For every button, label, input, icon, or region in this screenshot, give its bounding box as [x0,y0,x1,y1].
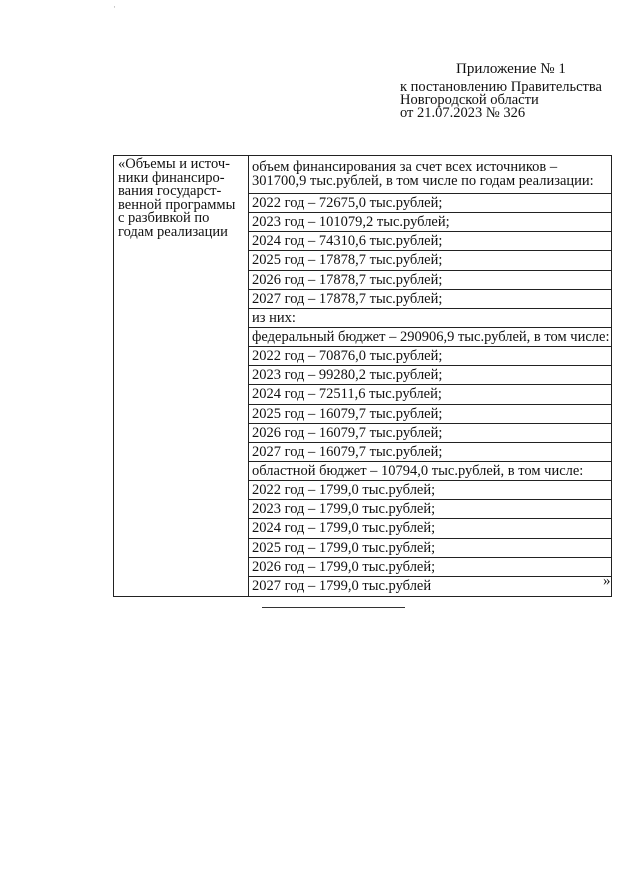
financing-row: 2023 год – 101079,2 тыс.рублей; [249,213,611,232]
financing-row: 2022 год – 1799,0 тыс.рублей; [249,481,611,500]
financing-row: 2023 год – 1799,0 тыс.рублей; [249,500,611,519]
financing-values-cell [249,156,612,597]
financing-row: 2022 год – 72675,0 тыс.рублей; [249,194,611,213]
closing-quote: » [603,573,611,589]
section-label-line: годам реализации [118,223,228,240]
financing-row: 2027 год – 16079,7 тыс.рублей; [249,443,611,462]
financing-row: 2026 год – 1799,0 тыс.рублей; [249,558,611,577]
financing-row: 2027 год – 17878,7 тыс.рублей; [249,290,611,309]
footer-divider [262,607,405,608]
table-row [114,156,612,597]
appendix-title: Приложение № 1 [456,61,566,77]
section-label-line: с разбивкой по [118,210,210,226]
financing-row: 2023 год – 99280,2 тыс.рублей; [249,366,611,385]
financing-row: 2025 год – 16079,7 тыс.рублей; [249,405,611,424]
resolution-line: Новгородской области [400,92,539,108]
financing-row: областной бюджет – 10794,0 тыс.рублей, в том числе: [249,462,611,481]
financing-row: 2025 год – 17878,7 тыс.рублей; [249,251,611,270]
financing-table [113,155,612,597]
resolution-line: от 21.07.2023 № 326 [400,105,526,121]
financing-intro [249,156,611,194]
resolution-reference [400,81,628,120]
financing-row: 2024 год – 74310,6 тыс.рублей; [249,232,611,251]
financing-row: из них: [249,309,611,328]
financing-row: 2024 год – 1799,0 тыс.рублей; [249,519,611,538]
financing-row: 2025 год – 1799,0 тыс.рублей; [249,539,611,558]
section-label-cell [114,156,249,597]
financing-row: федеральный бюджет – 290906,9 тыс.рублей, в том числе: [249,328,611,347]
financing-row: 2026 год – 16079,7 тыс.рублей; [249,424,611,443]
resolution-line: к постановлению Правительства [400,79,602,95]
financing-row: 2022 год – 70876,0 тыс.рублей; [249,347,611,366]
financing-intro-line: объем финансирования за счет всех источников – [252,159,558,175]
financing-row: 2026 год – 17878,7 тыс.рублей; [249,271,611,290]
corner-mark: · [113,2,116,12]
section-label-line: «Объемы и источ- [118,156,230,172]
financing-row: 2024 год – 72511,6 тыс.рублей; [249,385,611,404]
financing-row: 2027 год – 1799,0 тыс.рублей [252,577,432,594]
section-label-line: венной программы [118,196,236,213]
section-label-line: ники финансиро- [118,169,225,186]
financing-intro-line: 301700,9 тыс.рублей, в том числе по годам реализации: [252,173,594,189]
section-label-line: вания государст- [118,183,222,199]
